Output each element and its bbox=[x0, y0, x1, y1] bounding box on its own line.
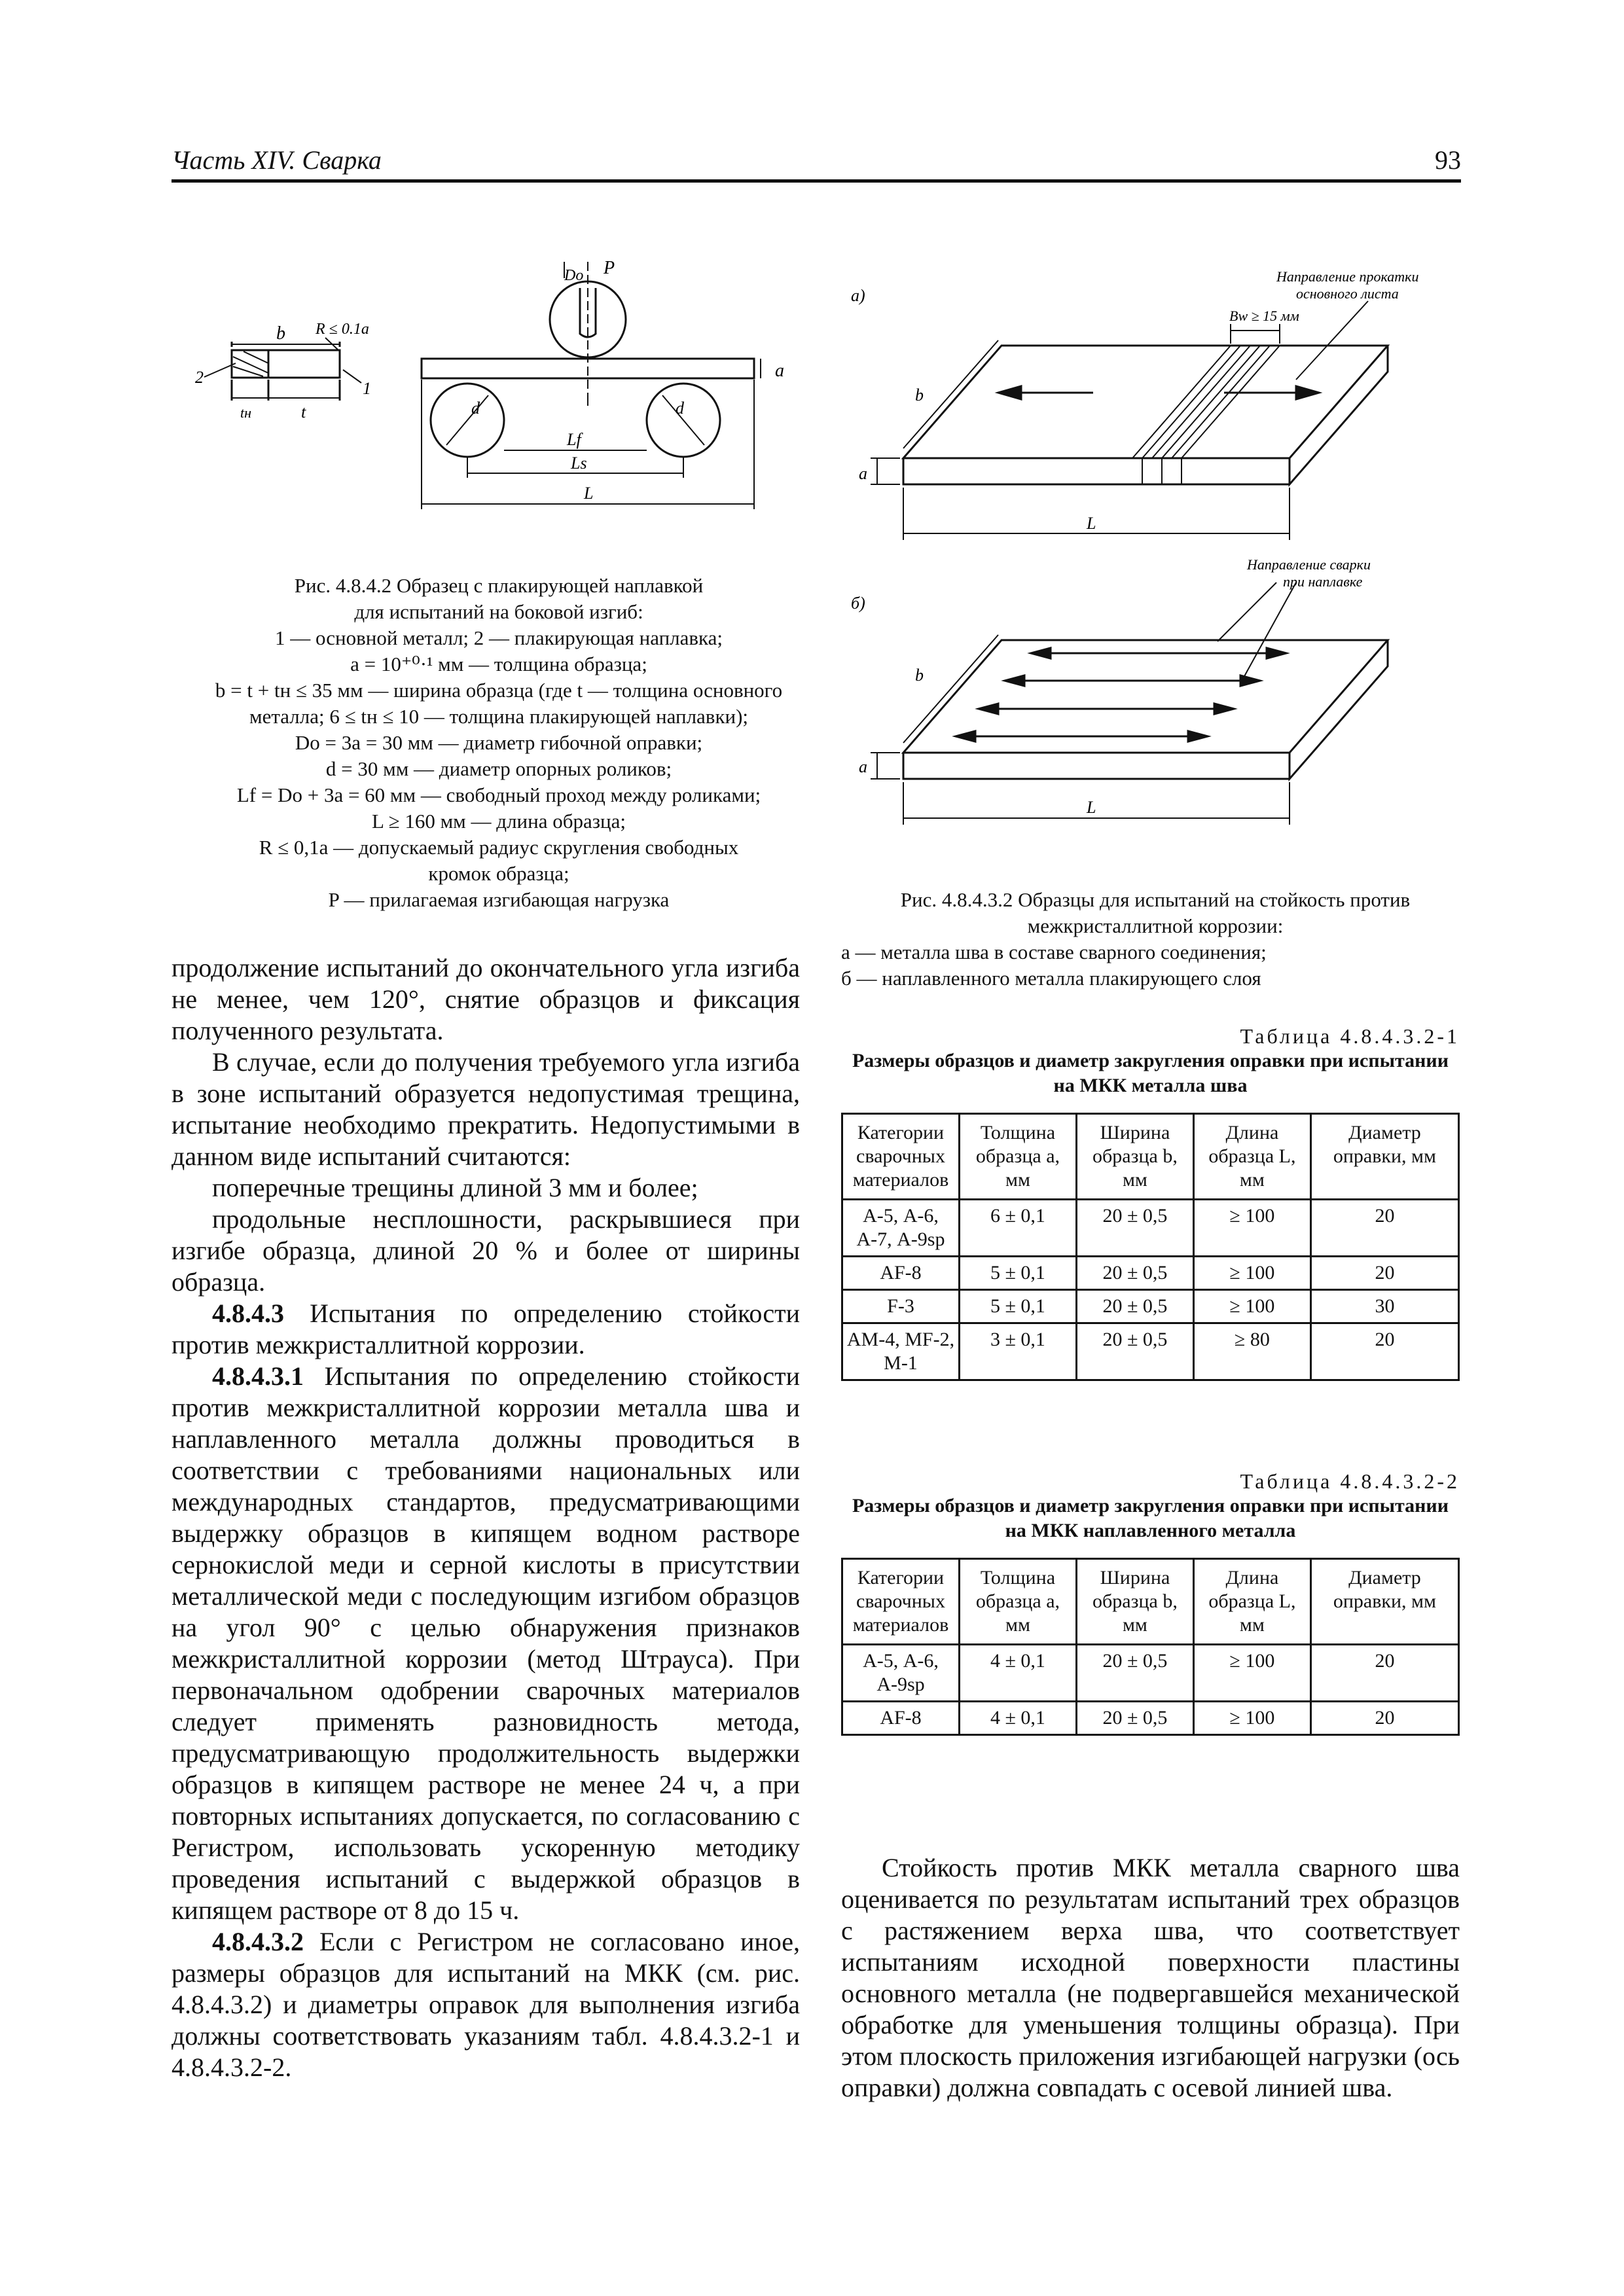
caption-line: для испытаний на боковой изгиб: bbox=[354, 600, 643, 623]
paragraph: Стойкость против МКК металла сварного шва оценивается по результатам испытаний трех образцов с растяжением верха шва, что соответствует испытаниям исходной поверхности пластины основного металла (не подвергавшейся механической обработке для уменьшения толщины образца). При этом плоскость приложения изгибающей нагрузки (ось оправки) должна совпадать с осевой линией шва. bbox=[841, 1853, 1460, 2102]
cell: 20 ± 0,5 bbox=[1076, 1257, 1193, 1290]
table-row bbox=[842, 1200, 1459, 1257]
column-header: Диаметр оправки, мм bbox=[1310, 1114, 1458, 1200]
cell: 20 bbox=[1310, 1200, 1458, 1257]
caption-line: межкристаллитной коррозии: bbox=[1027, 914, 1284, 937]
caption-line: a = 10⁺⁰·¹ мм — толщина образца; bbox=[350, 653, 647, 675]
figure-side-bend bbox=[171, 249, 800, 537]
caption-line: Dо = 3a = 30 мм — диаметр гибочной оправки; bbox=[295, 731, 703, 754]
table-row bbox=[842, 1290, 1459, 1323]
cell: АF-8 bbox=[842, 1257, 960, 1290]
column-header: Ширина образца b, мм bbox=[1076, 1559, 1193, 1645]
caption-line: d = 30 мм — диаметр опорных роликов; bbox=[325, 757, 672, 780]
figure-intergranular-corrosion bbox=[851, 262, 1466, 831]
paragraph: продольные несплошности, раскрывшиеся при изгибе образца, длиной 20 % и более от ширины образца. bbox=[171, 1204, 800, 1297]
label-bw: Bw ≥ 15 мм bbox=[1229, 308, 1299, 324]
cell: ≥ 100 bbox=[1193, 1257, 1310, 1290]
caption-line: а — металла шва в составе сварного соединения; bbox=[841, 941, 1267, 963]
table-weld-metal bbox=[841, 1113, 1460, 1381]
caption-line: металла; 6 ≤ tн ≤ 10 — толщина плакирующей наплавки); bbox=[249, 705, 749, 728]
column-header: Длина образца L, мм bbox=[1193, 1559, 1310, 1645]
paragraph: В случае, если до получения требуемого угла изгиба в зоне испытаний образуется недопустимая трещина, испытание необходимо прекратить. Недопустимыми в данном виде испытаний считаются: bbox=[171, 1047, 800, 1171]
table-row bbox=[842, 1323, 1459, 1380]
running-title: Часть XIV. Сварка bbox=[171, 145, 382, 175]
label-part-b: б) bbox=[851, 594, 865, 613]
paragraph: 4.8.4.3.1 Испытания по определению стойкости против межкристаллитной коррозии металла шва и наплавленного металла должны проводиться в соответствии с требованиями национальных или международных стандартов, предусматривающими выдержку образцов в кипящем водном растворе сернокислой меди и серной кислоты в присутствии металлической меди с последующим изгибом образцов на угол 90° с целью обнаружения признаков межкристаллитной коррозии (метод Штрауса). При первоначальном одобрении сварочных материалов следует применять разновидность метода, предусматривающую продолжительность выдержки образцов в кипящем растворе не менее 24 ч, а при повторных испытаниях допускается, по согласованию с Регистром, использовать ускоренную методику проведения испытаний с выдержкой образцов в кипящем растворе от 8 до 15 ч. bbox=[171, 1361, 800, 1925]
cell: ≥ 100 bbox=[1193, 1702, 1310, 1735]
label-2: 2 bbox=[195, 368, 204, 387]
cell: АF-8 bbox=[842, 1702, 960, 1735]
column-header: Толщина образца a, мм bbox=[959, 1559, 1076, 1645]
cell: 20 ± 0,5 bbox=[1076, 1702, 1193, 1735]
label-rolling-dir-1: Направление прокатки bbox=[1276, 268, 1419, 285]
label-L-a: L bbox=[1087, 514, 1096, 533]
column-header: Категории сварочных материалов bbox=[842, 1559, 960, 1645]
caption-line: L ≥ 160 мм — длина образца; bbox=[372, 810, 626, 833]
table-caption: Размеры образцов и диаметр закругления оправки при испытании на МКК металла шва bbox=[852, 1050, 1449, 1096]
label-a: a bbox=[775, 361, 784, 381]
label-t: t bbox=[301, 403, 306, 422]
cell: ≥ 80 bbox=[1193, 1323, 1310, 1380]
cell: 4 ± 0,1 bbox=[959, 1645, 1076, 1702]
table-number: Таблица 4.8.4.3.2-2 bbox=[1240, 1469, 1460, 1493]
cell: ≥ 100 bbox=[1193, 1200, 1310, 1257]
cell: 20 bbox=[1310, 1702, 1458, 1735]
figure-caption-side-bend bbox=[171, 573, 826, 913]
label-L-b: L bbox=[1087, 798, 1096, 817]
cell: ≥ 100 bbox=[1193, 1290, 1310, 1323]
cell: 5 ± 0,1 bbox=[959, 1290, 1076, 1323]
cell: 20 bbox=[1310, 1323, 1458, 1380]
page-number: 93 bbox=[1435, 145, 1461, 175]
figure-caption-corrosion bbox=[841, 887, 1470, 992]
paragraph: продолжение испытаний до окончательного угла изгиба не менее, чем 120°, снятие образцов и фиксация полученного результата. bbox=[171, 953, 800, 1045]
cell: 20 bbox=[1310, 1257, 1458, 1290]
cell: F-3 bbox=[842, 1290, 960, 1323]
table-deposited-metal bbox=[841, 1558, 1460, 1736]
column-header: Длина образца L, мм bbox=[1193, 1114, 1310, 1200]
cell: 20 ± 0,5 bbox=[1076, 1645, 1193, 1702]
table-row bbox=[842, 1645, 1459, 1702]
table-caption: Размеры образцов и диаметр закругления оправки при испытании на МКК наплавленного металла bbox=[852, 1495, 1449, 1541]
section-number: 4.8.4.3.2 bbox=[212, 1927, 304, 1956]
label-P: P bbox=[604, 258, 615, 278]
label-rolling-dir-2: основного листа bbox=[1296, 285, 1399, 302]
caption-line: б — наплавленного металла плакирующего слоя bbox=[841, 967, 1261, 990]
label-b-a: b bbox=[915, 386, 924, 404]
cell: 20 ± 0,5 bbox=[1076, 1323, 1193, 1380]
column-header: Толщина образца a, мм bbox=[959, 1114, 1076, 1200]
cell: 20 bbox=[1310, 1645, 1458, 1702]
table-row bbox=[842, 1257, 1459, 1290]
caption-line: кромок образца; bbox=[428, 862, 569, 885]
paragraph: 4.8.4.3 Испытания по определению стойкости против межкристаллитной коррозии. bbox=[171, 1299, 800, 1359]
paragraph: поперечные трещины длиной 3 мм и более; bbox=[212, 1173, 698, 1202]
table-1-block bbox=[841, 1024, 1460, 1381]
caption-line: Lf = Dо + 3a = 60 мм — свободный проход между роликами; bbox=[236, 783, 761, 806]
caption-line: Рис. 4.8.4.3.2 Образцы для испытаний на стойкость против bbox=[900, 888, 1411, 911]
caption-line: b = t + tн ≤ 35 мм — ширина образца (где t — толщина основного bbox=[215, 679, 783, 702]
label-R: R ≤ 0.1a bbox=[316, 321, 369, 338]
label-Lf: Lf bbox=[567, 430, 581, 449]
table-number: Таблица 4.8.4.3.2-1 bbox=[1240, 1024, 1460, 1048]
label-weld-dir-2: при наплавке bbox=[1283, 573, 1363, 590]
label-1: 1 bbox=[363, 379, 371, 398]
label-b: b bbox=[276, 323, 285, 344]
cell: 4 ± 0,1 bbox=[959, 1702, 1076, 1735]
label-Do: Dо bbox=[564, 267, 584, 284]
label-part-a: а) bbox=[851, 286, 865, 305]
table-2-block bbox=[841, 1469, 1460, 1736]
cell: 5 ± 0,1 bbox=[959, 1257, 1076, 1290]
cell: А-5, А-6, А-7, А-9sp bbox=[842, 1200, 960, 1257]
column-header: Диаметр оправки, мм bbox=[1310, 1559, 1458, 1645]
cell: 3 ± 0,1 bbox=[959, 1323, 1076, 1380]
label-b-b: b bbox=[915, 666, 924, 685]
paragraph: 4.8.4.3.2 Если с Регистром не согласовано иное, размеры образцов для испытаний на МКК (см. рис. 4.8.4.3.2) и диаметры оправок для выполнения изгиба должны соответствовать указаниям табл. 4.8.4.3.2-1 и 4.8.4.3.2-2. bbox=[171, 1927, 800, 2082]
column-header: Категории сварочных материалов bbox=[842, 1114, 960, 1200]
page-header bbox=[171, 145, 1461, 183]
label-tn: tн bbox=[240, 404, 252, 421]
cell: 20 ± 0,5 bbox=[1076, 1290, 1193, 1323]
table-row bbox=[842, 1702, 1459, 1735]
caption-line: P — прилагаемая изгибающая нагрузка bbox=[328, 888, 670, 911]
cell: АМ-4, МF-2, М-1 bbox=[842, 1323, 960, 1380]
cell: 30 bbox=[1310, 1290, 1458, 1323]
left-column-text bbox=[171, 952, 800, 2083]
label-d-right: d bbox=[676, 399, 684, 418]
cell: 20 ± 0,5 bbox=[1076, 1200, 1193, 1257]
label-Ls: Ls bbox=[571, 454, 587, 473]
right-column-text bbox=[841, 1852, 1460, 2104]
label-a-b: a bbox=[859, 757, 867, 776]
section-number: 4.8.4.3 bbox=[212, 1299, 284, 1328]
label-weld-dir-1: Направление сварки bbox=[1247, 556, 1371, 573]
label-a-a: a bbox=[859, 464, 867, 483]
cell: ≥ 100 bbox=[1193, 1645, 1310, 1702]
label-d-left: d bbox=[471, 399, 480, 418]
cell: А-5, А-6, А-9sp bbox=[842, 1645, 960, 1702]
caption-line: R ≤ 0,1a — допускаемый радиус скругления свободных bbox=[259, 836, 739, 859]
caption-line: Рис. 4.8.4.2 Образец с плакирующей наплавкой bbox=[294, 574, 704, 597]
section-number: 4.8.4.3.1 bbox=[212, 1361, 304, 1391]
column-header: Ширина образца b, мм bbox=[1076, 1114, 1193, 1200]
label-L: L bbox=[584, 484, 594, 503]
caption-line: 1 — основной металл; 2 — плакирующая наплавка; bbox=[274, 626, 723, 649]
cell: 6 ± 0,1 bbox=[959, 1200, 1076, 1257]
